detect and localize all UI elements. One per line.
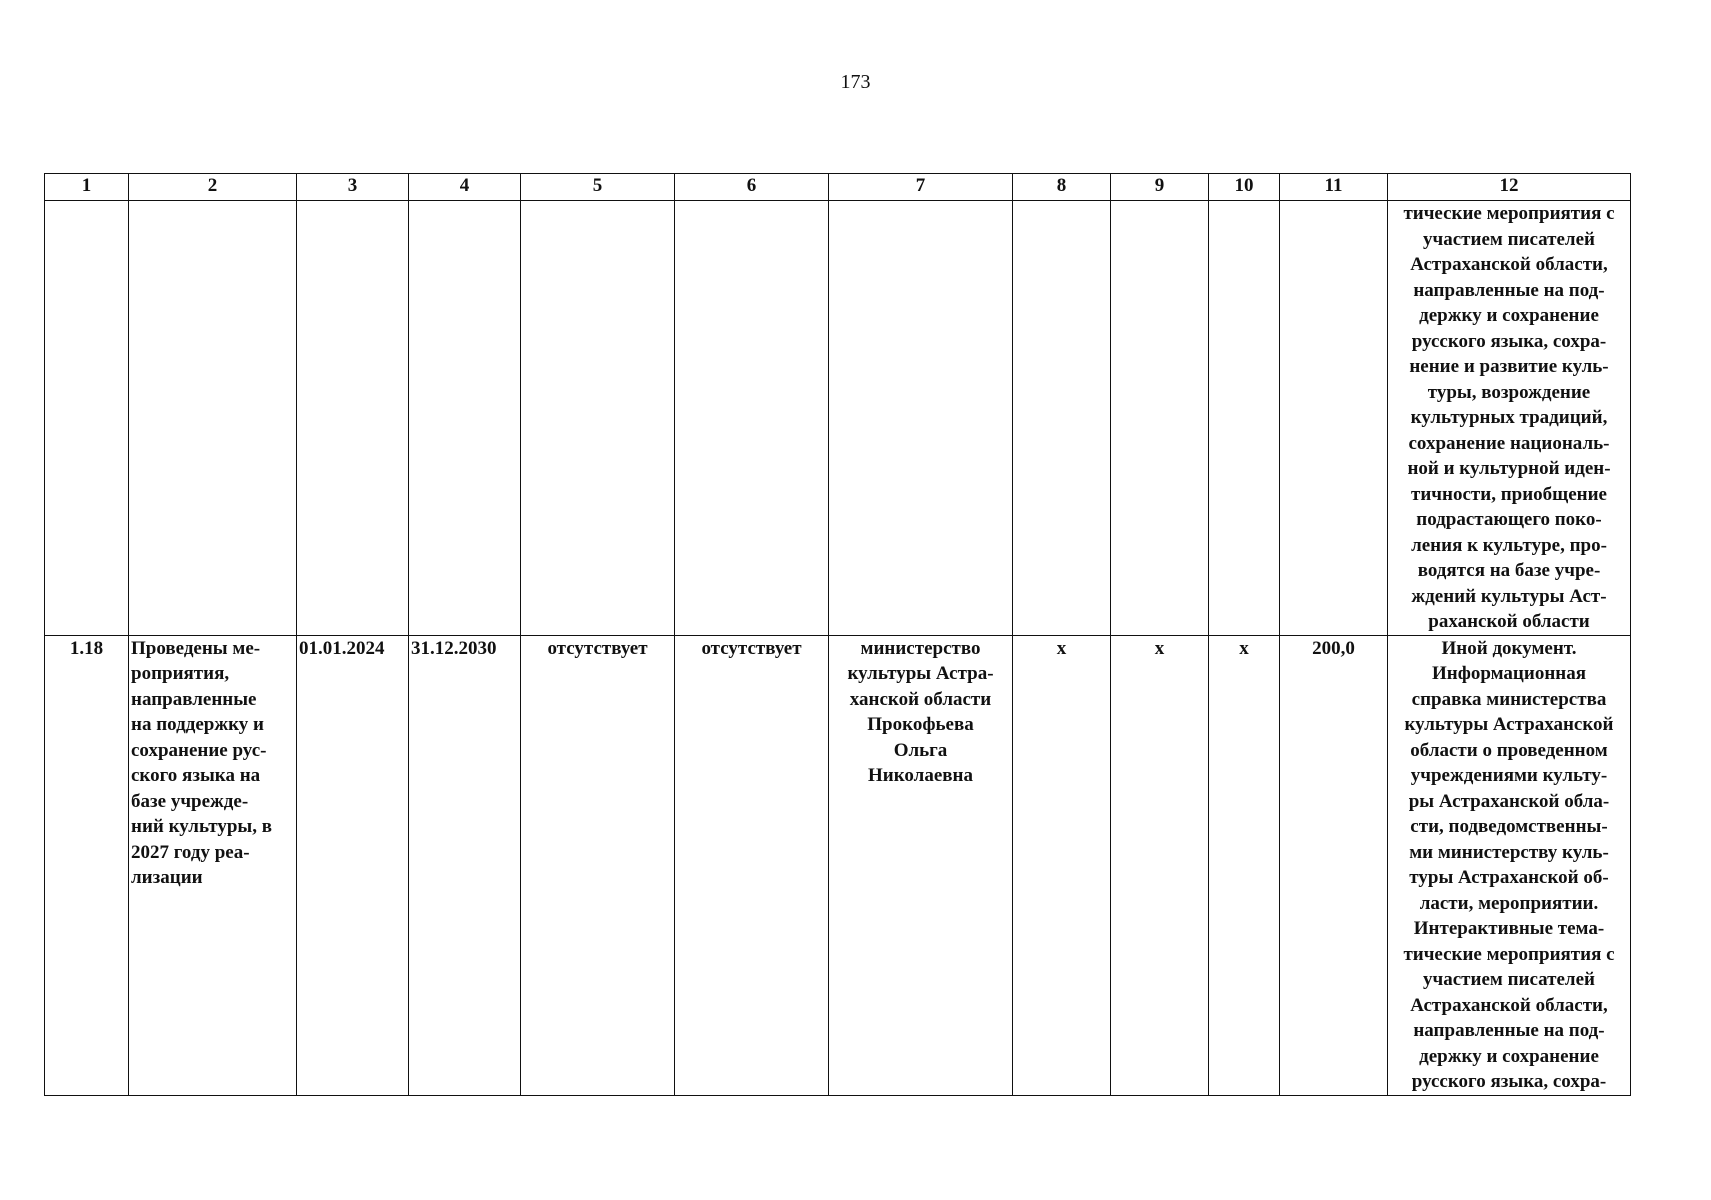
funding-amount: 200,0 [1280, 635, 1388, 1095]
end-date: 31.12.2030 [409, 635, 521, 1095]
table-cell [1013, 201, 1111, 636]
table-cell [129, 201, 297, 636]
column-header: 6 [675, 174, 829, 201]
column-header: 5 [521, 174, 675, 201]
row-number: 1.18 [45, 635, 129, 1095]
column-header: 11 [1280, 174, 1388, 201]
column-8-value: х [1013, 635, 1111, 1095]
column-5-value: отсутствует [521, 635, 675, 1095]
column-header: 3 [297, 174, 409, 201]
table-cell [521, 201, 675, 636]
column-9-value: х [1111, 635, 1209, 1095]
column-header: 10 [1209, 174, 1280, 201]
table-cell [1280, 201, 1388, 636]
table-cell [829, 201, 1013, 636]
column-header: 8 [1013, 174, 1111, 201]
responsible-person: министерство культуры Астра- ханской области Прокофьева Ольга Николаевна [829, 635, 1013, 1095]
table-cell [409, 201, 521, 636]
column-number-row [45, 174, 1631, 201]
column-header: 12 [1388, 174, 1631, 201]
table-row-continued [45, 201, 1631, 636]
table-cell [297, 201, 409, 636]
page-number: 173 [840, 71, 871, 93]
result-description: Проведены ме- роприятия, направленные на поддержку и сохранение рус- ского языка на базе учрежде- ний культуры, в 2027 году реа- лизации [129, 635, 297, 1095]
column-header: 4 [409, 174, 521, 201]
start-date: 01.01.2024 [297, 635, 409, 1095]
column-10-value: х [1209, 635, 1280, 1095]
table-cell [1111, 201, 1209, 636]
column-header: 1 [45, 174, 129, 201]
plan-table [44, 173, 1631, 1096]
column-6-value: отсутствует [675, 635, 829, 1095]
confirming-document: Иной документ. Информационная справка министерства культуры Астраханской области о проведенном учреждениями культу- ры Астраханской обла- сти, подведомственны- ми министерству куль- туры Астраханской об- ласти, мероприятии. Интерактивные тема- тические мероприятия с участием писателей Астраханской области, направленные на под- держку и сохранение русского языка, сохра- [1388, 635, 1631, 1095]
table-row-1-18 [45, 635, 1631, 1095]
column-header: 2 [129, 174, 297, 201]
documents-cell-continued: тические мероприятия с участием писателей Астраханской области, направленные на под- держку и сохранение русского языка, сохра- нение и развитие куль- туры, возрождение культурных традиций, сохранение националь- ной и культурной иден- тичности, приобщение подрастающего поко- ления к культуре, про- водятся на базе учре- ждений культуры Аст- раханской области [1388, 201, 1631, 636]
table-cell [1209, 201, 1280, 636]
column-header: 7 [829, 174, 1013, 201]
table-cell [675, 201, 829, 636]
table-cell [45, 201, 129, 636]
column-header: 9 [1111, 174, 1209, 201]
